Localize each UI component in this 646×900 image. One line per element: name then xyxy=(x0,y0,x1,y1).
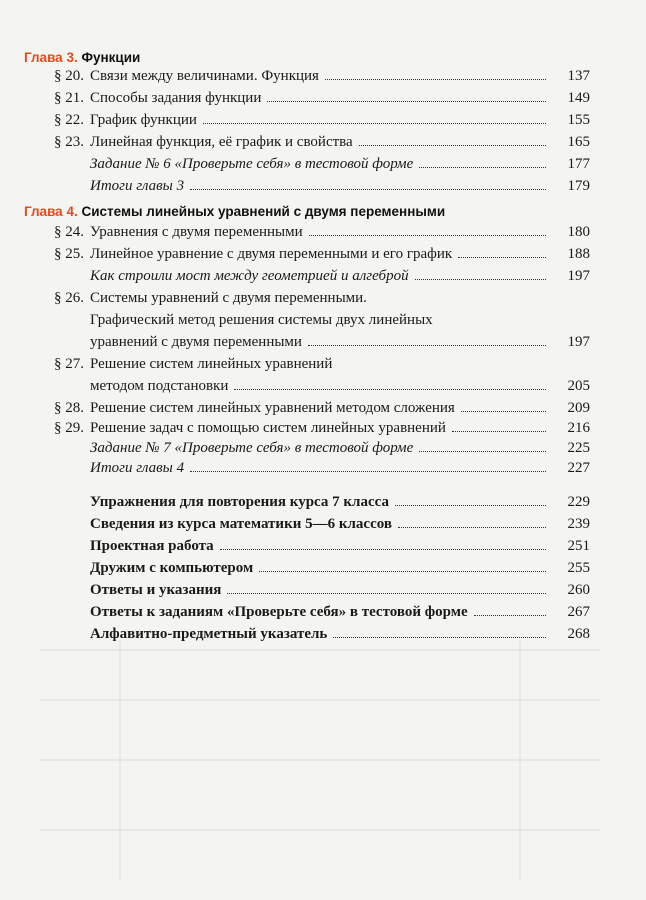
entry-title: Уравнения с двумя переменными xyxy=(90,224,303,240)
page-number: 255 xyxy=(567,560,590,576)
chapter-label: Глава 4. xyxy=(24,204,78,219)
page-number: 179 xyxy=(567,178,590,194)
page-number: 225 xyxy=(567,440,590,456)
entry-title: Сведения из курса математики 5—6 классов xyxy=(90,516,392,532)
toc-entry[interactable] xyxy=(0,418,646,438)
entry-title: Связи между величинами. Функция xyxy=(90,68,319,84)
page-number: 267 xyxy=(567,604,590,620)
entry-title-line: уравнений с двумя переменными xyxy=(90,334,302,350)
entry-title: Итоги главы 3 xyxy=(90,178,185,194)
toc-entry[interactable] xyxy=(0,110,646,130)
toc-entry-continuation xyxy=(0,310,646,330)
page-number: 260 xyxy=(567,582,590,598)
page-number: 197 xyxy=(567,268,590,284)
toc-entry-continuation xyxy=(0,376,646,396)
section-number: § 28. xyxy=(54,400,84,416)
entry-title-line: Решение систем линейных уравнений xyxy=(90,356,333,372)
toc-entry[interactable] xyxy=(0,514,646,534)
entry-title: Линейная функция, её график и свойства xyxy=(90,134,353,150)
entry-title: Ответы и указания xyxy=(90,582,222,598)
entry-title: График функции xyxy=(90,112,197,128)
page-number: 180 xyxy=(567,224,590,240)
chapter-3-heading xyxy=(24,48,140,68)
chapter-label: Глава 3. xyxy=(24,50,78,65)
toc-entry[interactable] xyxy=(0,438,646,458)
toc-entry[interactable] xyxy=(0,88,646,108)
toc-entry[interactable] xyxy=(0,154,646,174)
entry-title: Задание № 7 «Проверьте себя» в тестовой форме xyxy=(90,440,414,456)
section-number: § 26. xyxy=(54,290,84,306)
entry-title-line: Графический метод решения системы двух линейных xyxy=(90,312,433,328)
entry-title: Алфавитно-предметный указатель xyxy=(90,626,328,642)
entry-title: Итоги главы 4 xyxy=(90,460,185,476)
toc-entry[interactable] xyxy=(0,458,646,478)
toc-entry[interactable] xyxy=(0,354,646,374)
toc-entry[interactable] xyxy=(0,624,646,644)
entry-title: Дружим с компьютером xyxy=(90,560,254,576)
chapter-4-heading xyxy=(24,202,445,222)
toc-entry[interactable] xyxy=(0,266,646,286)
entry-title: Ответы к заданиям «Проверьте себя» в тестовой форме xyxy=(90,604,468,620)
section-number: § 21. xyxy=(54,90,84,106)
section-number: § 27. xyxy=(54,356,84,372)
page-number: 268 xyxy=(567,626,590,642)
entry-title: Решение систем линейных уравнений методом сложения xyxy=(90,400,455,416)
entry-title: Упражнения для повторения курса 7 класса xyxy=(90,494,389,510)
entry-title: Проектная работа xyxy=(90,538,214,554)
page-number: 205 xyxy=(567,378,590,394)
page-number: 155 xyxy=(567,112,590,128)
section-number: § 22. xyxy=(54,112,84,128)
toc-entry[interactable] xyxy=(0,176,646,196)
entry-title: Линейное уравнение с двумя переменными и его график xyxy=(90,246,453,262)
toc-entry-continuation xyxy=(0,332,646,352)
section-number: § 29. xyxy=(54,420,84,436)
page-number: 227 xyxy=(567,460,590,476)
chapter-title: Системы линейных уравнений с двумя переменными xyxy=(81,204,446,219)
page-number: 209 xyxy=(567,400,590,416)
toc-entry[interactable] xyxy=(0,244,646,264)
page-number: 239 xyxy=(567,516,590,532)
toc-entry[interactable] xyxy=(0,558,646,578)
entry-title: Как строили мост между геометрией и алгеброй xyxy=(90,268,409,284)
entry-title: Задание № 6 «Проверьте себя» в тестовой форме xyxy=(90,156,414,172)
toc-entry[interactable] xyxy=(0,132,646,152)
toc-entry[interactable] xyxy=(0,222,646,242)
entry-title-line: методом подстановки xyxy=(90,378,229,394)
page-number: 188 xyxy=(567,246,590,262)
chapter-title: Функции xyxy=(81,50,141,65)
toc-entry[interactable] xyxy=(0,398,646,418)
page-number: 149 xyxy=(567,90,590,106)
toc-entry[interactable] xyxy=(0,66,646,86)
page-number: 216 xyxy=(567,420,590,436)
entry-title: Решение задач с помощью систем линейных уравнений xyxy=(90,420,446,436)
page-number: 251 xyxy=(567,538,590,554)
toc-entry[interactable] xyxy=(0,492,646,512)
toc-entry[interactable] xyxy=(0,602,646,622)
page-number: 165 xyxy=(567,134,590,150)
entry-title: Способы задания функции xyxy=(90,90,262,106)
section-number: § 24. xyxy=(54,224,84,240)
page-number: 229 xyxy=(567,494,590,510)
toc-entry[interactable] xyxy=(0,536,646,556)
page-number: 197 xyxy=(567,334,590,350)
page-number: 137 xyxy=(567,68,590,84)
toc-entry[interactable] xyxy=(0,580,646,600)
page-number: 177 xyxy=(567,156,590,172)
toc-entry[interactable] xyxy=(0,288,646,308)
section-number: § 25. xyxy=(54,246,84,262)
entry-title-line: Системы уравнений с двумя переменными. xyxy=(90,290,367,306)
section-number: § 23. xyxy=(54,134,84,150)
section-number: § 20. xyxy=(54,68,84,84)
